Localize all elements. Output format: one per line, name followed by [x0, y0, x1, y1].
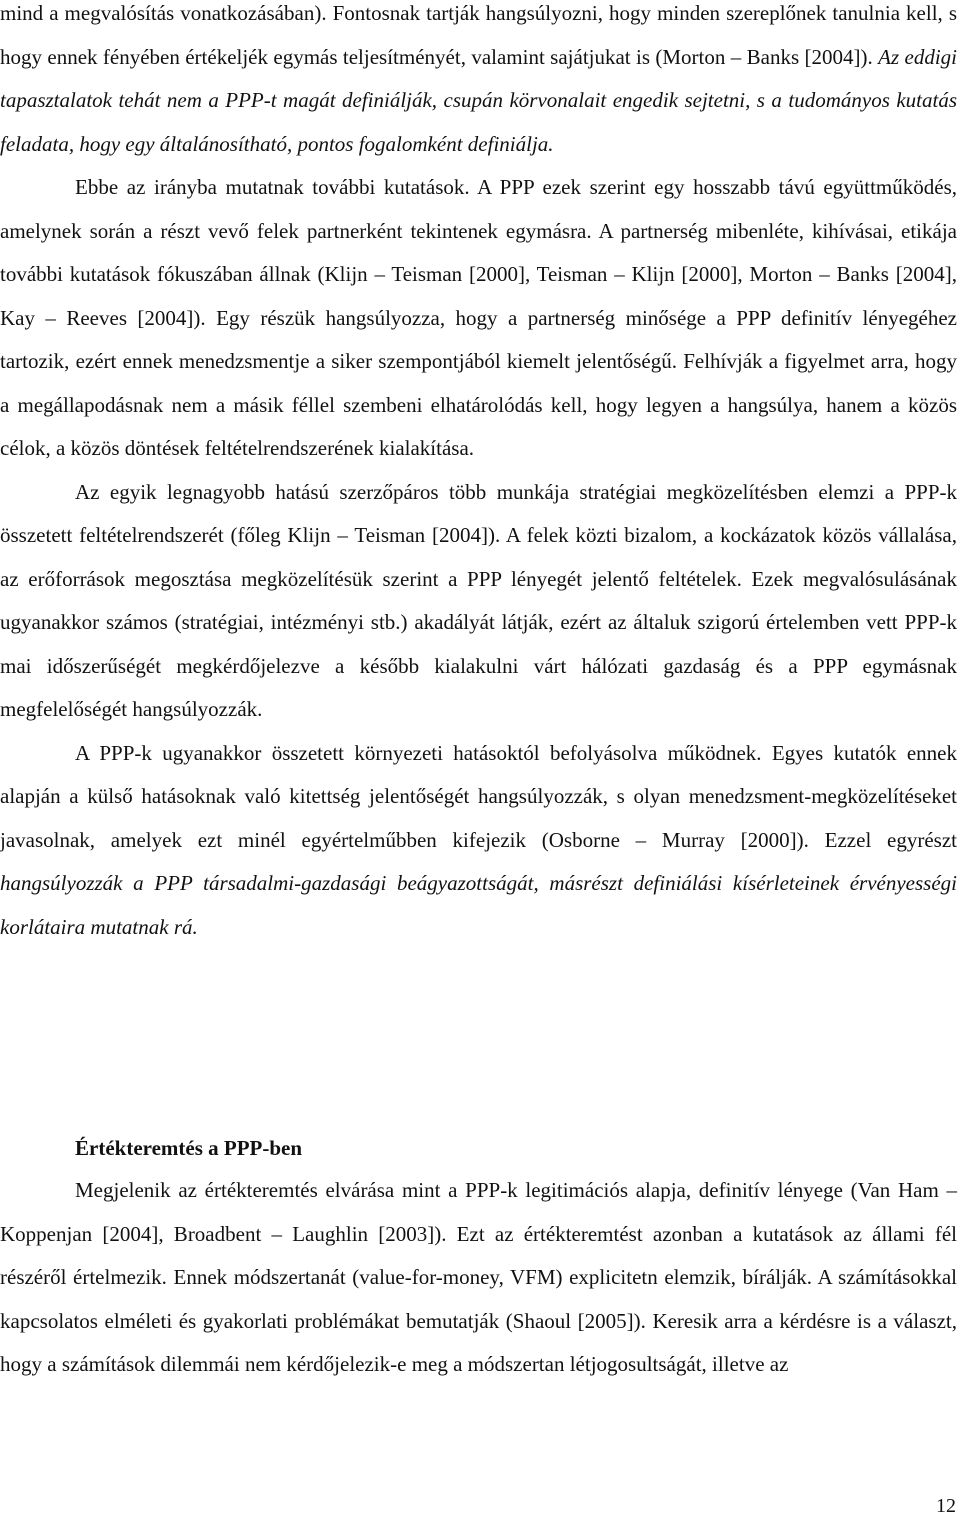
- page-number: 12: [936, 1495, 956, 1517]
- paragraph-5: Megjelenik az értékteremtés elvárása mint a PPP-k legitimációs alapja, definitív lényege (Van Ham – Koppenjan [2004], Broadbent – Laughlin [2003]). Ezt az értékteremtést azonban a kutatások az állami fél részéről értelmezik. Ennek módszertanát (value-for-money, VFM) explicitetn elemzik, bírálják. A számításokkal kapcsolatos elméleti és gyakorlati problémákat bemutatják (Shaoul [2005]). Keresik arra a kérdésre is a választ, hogy a számítások dilemmái nem kérdőjelezik-e meg a módszertan létjogosultságát, illetve az: [0, 1178, 957, 1376]
- paragraph-4: [0, 732, 957, 950]
- paragraph-4-emphasis: hangsúlyozzák a PPP társadalmi-gazdasági beágyazottságát, másrészt definiálási kísérleteinek érvényességi korlátaira mutatnak rá.: [0, 871, 957, 939]
- section-heading: Értékteremtés a PPP-ben: [75, 1136, 303, 1160]
- paragraph-1: [0, 0, 957, 166]
- paragraph-4-text: A PPP-k ugyanakkor összetett környezeti hatásoktól befolyásolva működnek. Egyes kutatók ennek alapján a külső hatásoknak való kitettség jelentőségét hangsúlyozzák, s olyan menedzsment-megközelítéseket javasolnak, amelyek ezt minél egyértelműbben kifejezik (Osborne – Murray [2000]). Ezzel egyrészt: [0, 740, 957, 852]
- paragraph-1-text: mind a megvalósítás vonatkozásában). Fontosnak tartják hangsúlyozni, hogy minden szereplőnek tanulnia kell, s hogy ennek fényében értékeljék egymás teljesítményét, valamint sajátjukat is (Morton – Banks [2004]).: [0, 1, 957, 69]
- paragraph-2: Ebbe az irányba mutatnak további kutatások. A PPP ezek szerint egy hosszabb távú együttműködés, amelynek során a részt vevő felek partnerként tekintenek egymásra. A partnerség mibenléte, kihívásai, etikája további kutatások fókuszában állnak (Klijn – Teisman [2000], Teisman – Klijn [2000], Morton – Banks [2004], Kay – Reeves [2004]). Egy részük hangsúlyozza, hogy a partnerség minősége a PPP definitív lényegéhez tartozik, ezért ennek menedzsmentje a siker szempontjából kiemelt jelentőségű. Felhívják a figyelmet arra, hogy a megállapodásnak nem a másik féllel szembeni elhatárolódás kell, hogy legyen a hangsúlya, hanem a közös célok, a közös döntések feltételrendszerének kialakítása.: [0, 175, 957, 460]
- paragraph-3: Az egyik legnagyobb hatású szerzőpáros több munkája stratégiai megközelítésben elemzi a PPP-k összetett feltételrendszerét (főleg Klijn – Teisman [2004]). A felek közti bizalom, a kockázatok közös vállalása, az erőforrások megosztása megközelítésük szerint a PPP lényegét jelentő feltételek. Ezek megvalósulásának ugyanakkor számos (stratégiai, intézményi stb.) akadályát látják, ezért az általuk szigorú értelemben vett PPP-k mai időszerűségét megkérdőjelezve a később kialakulni várt hálózati gazdaság és a PPP egymásnak megfelelőségét hangsúlyozzák.: [0, 479, 957, 721]
- paragraph-1-emphasis: Az eddigi tapasztalatok tehát nem a PPP-t magát definiálják, csupán körvonalait engedik sejtetni, s a tudományos kutatás feladata, hogy egy általánosítható, pontos fogalomként definiálja.: [0, 44, 957, 156]
- body-text-section-2: [0, 1169, 957, 1387]
